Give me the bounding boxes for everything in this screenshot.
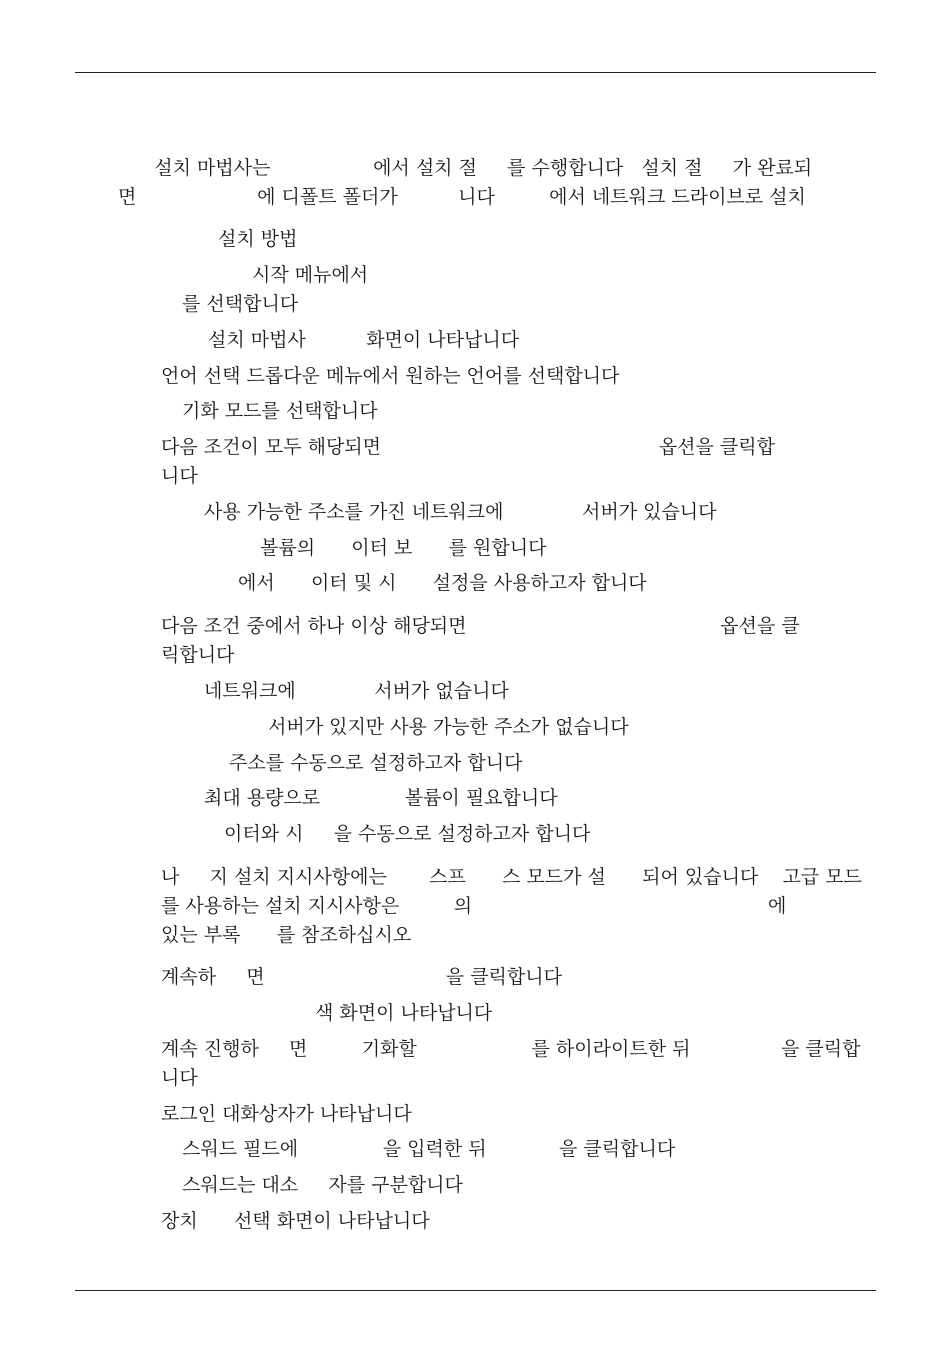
step-8-note: 스워드는 대소 자를 구분합니다 <box>182 1174 463 1196</box>
note-line-1: 나 지 설치 지시사항에는 스프 스 모드가 설 되어 있습니다 고급 모드 <box>161 866 862 888</box>
step-8-result: 장치 선택 화면이 나타납니다 <box>161 1210 430 1232</box>
intro-line-2: 면 에 디폴트 폴더가 니다 에서 네트워크 드라이브로 설치 <box>118 186 806 208</box>
step-2: 언어 선택 드롭다운 메뉴에서 원하는 언어를 선택합니다 <box>161 365 620 387</box>
condition-b-4: 최대 용량으로 볼륨이 필요합니다 <box>204 787 558 809</box>
note-line-2: 를 사용하는 설치 지시사항은 의 에 <box>161 895 787 917</box>
condition-b-2: 서버가 있지만 사용 가능한 주소가 없습니다 <box>268 716 629 738</box>
intro-line-1: 설치 마법사는 에서 설치 절 를 수행합니다 설치 절 가 완료되 <box>118 157 813 179</box>
condition-b-1: 네트워크에 서버가 없습니다 <box>204 680 509 702</box>
note-line-3: 있는 부록 를 참조하십시오 <box>161 924 412 946</box>
step-4-line-1: 다음 조건이 모두 해당되면 옵션을 클릭합 <box>161 436 775 458</box>
step-3: 기화 모드를 선택합니다 <box>182 400 378 422</box>
step-6-result: 색 화면이 나타납니다 <box>315 1002 493 1024</box>
condition-a-3: 에서 이터 및 시 설정을 사용하고자 합니다 <box>238 572 647 594</box>
step-4-line-2: 니다 <box>161 465 198 487</box>
condition-a-1: 사용 가능한 주소를 가진 네트워크에 서버가 있습니다 <box>204 501 717 523</box>
header-rule <box>75 72 876 73</box>
step-1-result: 설치 마법사 화면이 나타납니다 <box>208 329 520 351</box>
section-heading: 설치 방법 <box>218 228 298 250</box>
condition-b-3: 주소를 수동으로 설정하고자 합니다 <box>229 752 523 774</box>
step-1-line-1: 시작 메뉴에서 <box>252 264 369 286</box>
step-1-line-2: 를 선택합니다 <box>182 293 299 315</box>
step-7-result: 로그인 대화상자가 나타납니다 <box>161 1103 412 1125</box>
step-7-line-1: 계속 진행하 면 기화할 를 하이라이트한 뒤 을 클릭합 <box>161 1038 861 1060</box>
step-5-line-1: 다음 조건 중에서 하나 이상 해당되면 옵션을 클 <box>161 615 800 637</box>
step-7-line-2: 니다 <box>161 1067 198 1089</box>
condition-b-5: 이터와 시 을 수동으로 설정하고자 합니다 <box>224 823 591 845</box>
step-6: 계속하 면 을 클릭합니다 <box>161 966 562 988</box>
step-8: 스워드 필드에 을 입력한 뒤 을 클릭합니다 <box>182 1138 676 1160</box>
step-5-line-2: 릭합니다 <box>161 644 235 666</box>
condition-a-2: 볼륨의 이터 보 를 원합니다 <box>260 537 547 559</box>
footer-rule <box>75 1290 876 1291</box>
